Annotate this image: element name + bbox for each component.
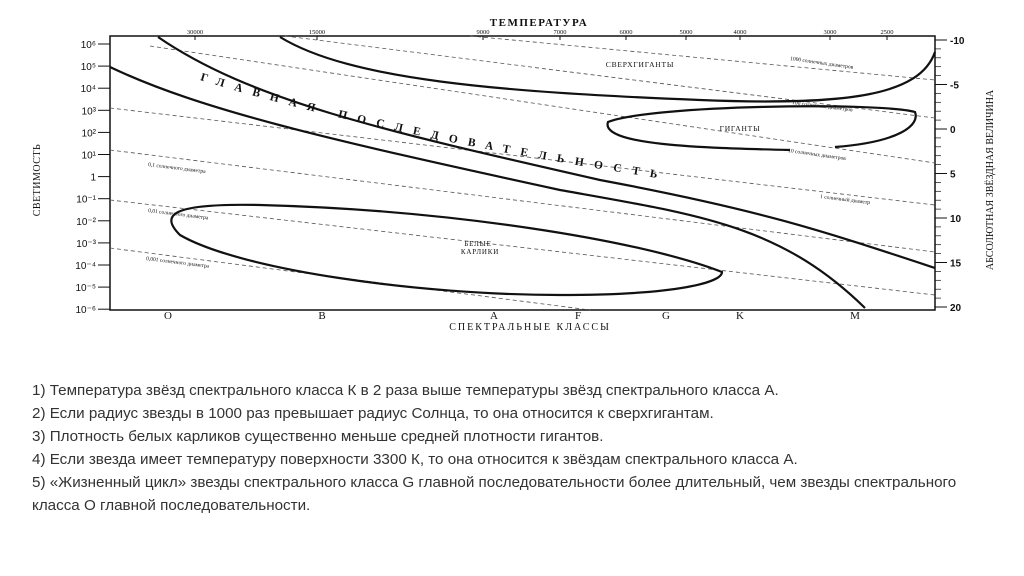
white-dwarfs-boundary — [171, 205, 722, 295]
temperature-tick-label: 5000 — [679, 29, 693, 36]
luminosity-tick-label: 10³ — [81, 106, 96, 118]
supergiants-label: СВЕРХГИГАНТЫ — [605, 60, 675, 69]
main-sequence-lower-boundary — [110, 67, 865, 308]
radius-lines — [110, 36, 935, 310]
statement-3: 3) Плотность белых карликов существенно меньше средней плотности гигантов. — [32, 428, 604, 445]
temperature-tick-label: 9000 — [476, 29, 490, 36]
magnitude-tick-label: 15 — [950, 258, 962, 270]
radius-label-10: 10 солнечных диаметров — [787, 148, 847, 163]
temperature-tick-label: 30000 — [186, 29, 204, 36]
giants-label: ГИГАНТЫ — [719, 124, 761, 133]
radius-label-100: 100 солнечных диаметров — [791, 100, 853, 114]
spectral-class-label: F — [574, 310, 582, 322]
spectral-class-label: B — [318, 310, 326, 322]
luminosity-tick-label: 10⁶ — [80, 40, 96, 51]
magnitude-tick-label: 5 — [950, 169, 956, 181]
radius-line-1000 — [470, 36, 935, 80]
statement-4: 4) Если звезда имеет температуру поверхности 3300 К, то она относится к звёздам спектрального класса А. — [32, 451, 798, 468]
statements-list — [32, 379, 1007, 517]
main-sequence-label — [199, 71, 669, 182]
radius-label-0-1: 0,1 солнечного диаметра — [147, 162, 206, 176]
statement-2: 2) Если радиус звезды в 1000 раз превышает радиус Солнца, то она относится к сверхгигантам. — [32, 405, 714, 422]
temperature-tick-label: 4000 — [733, 29, 747, 36]
main-sequence-label-path: ГЛАВНАЯ ПОСЛЕДОВАТЕЛЬНОСТЬ — [199, 71, 669, 183]
spectral-axis-title: СПЕКТРАЛЬНЫЕ КЛАССЫ — [449, 322, 611, 333]
white-dwarfs-label-line1: БЕЛЫЕ — [464, 240, 492, 248]
radius-label-0-001: 0,001 солнечного диаметра — [145, 256, 210, 270]
luminosity-axis-title: СВЕТИМОСТЬ — [32, 143, 43, 217]
luminosity-tick-label: 10⁻⁵ — [75, 283, 96, 295]
radius-line-0-1 — [110, 150, 935, 252]
plot-frame — [110, 36, 935, 310]
luminosity-tick-label: 10⁻³ — [76, 238, 96, 250]
radius-line-0-01 — [110, 200, 935, 295]
luminosity-tick-label: 10⁻⁶ — [75, 305, 96, 317]
magnitude-tick-label: -10 — [950, 36, 965, 47]
luminosity-tick-label: 10⁻² — [76, 216, 96, 228]
luminosity-tick-label: 1 — [90, 172, 96, 184]
temperature-tick-label: 7000 — [553, 29, 567, 36]
spectral-class-label: O — [164, 310, 172, 322]
luminosity-tick-label: 10⁵ — [80, 62, 96, 74]
temperature-tick-label: 6000 — [619, 29, 633, 36]
temperature-tick-label: 3000 — [823, 29, 837, 36]
luminosity-tick-label: 10⁻¹ — [76, 194, 96, 206]
temperature-tick-label: 15000 — [308, 29, 326, 36]
statement-1: 1) Температура звёзд спектрального класса К в 2 раза выше температуры звёзд спектрального класса А. — [32, 382, 779, 399]
magnitude-tick-label: -5 — [950, 80, 959, 92]
radius-label-1000: 1000 солнечных диаметров — [789, 56, 854, 71]
luminosity-tick-label: 10⁻⁴ — [75, 261, 96, 272]
radius-label-1: 1 солнечный диаметр — [819, 194, 871, 207]
luminosity-tick-label: 10¹ — [81, 150, 96, 162]
giants-boundary — [608, 106, 916, 150]
luminosity-tick-label: 10⁴ — [80, 84, 96, 96]
magnitude-tick-label: 20 — [950, 303, 962, 314]
temperature-axis-title: ТЕМПЕРАТУРА — [489, 17, 589, 29]
spectral-class-label: M — [850, 310, 860, 322]
spectral-class-label: A — [490, 310, 498, 322]
temperature-tick-label: 2500 — [880, 29, 894, 36]
white-dwarfs-label-line2: КАРЛИКИ — [460, 248, 500, 256]
magnitude-axis-title: АБСОЛЮТНАЯ ЗВЁЗДНАЯ ВЕЛИЧИНА — [985, 89, 996, 271]
supergiants-boundary — [280, 37, 935, 102]
statement-5: 5) «Жизненный цикл» звезды спектрального класса G главной последовательности более длительный, чем звезды спектрального класса О главной последовательности. — [32, 474, 957, 514]
magnitude-tick-label: 0 — [950, 125, 956, 136]
spectral-class-label: G — [662, 310, 670, 322]
spectral-class-label: K — [736, 310, 744, 322]
radius-label-0-01: 0,01 солнечного диаметра — [147, 208, 209, 222]
luminosity-tick-label: 10² — [81, 128, 96, 140]
magnitude-tick-label: 10 — [950, 214, 962, 225]
